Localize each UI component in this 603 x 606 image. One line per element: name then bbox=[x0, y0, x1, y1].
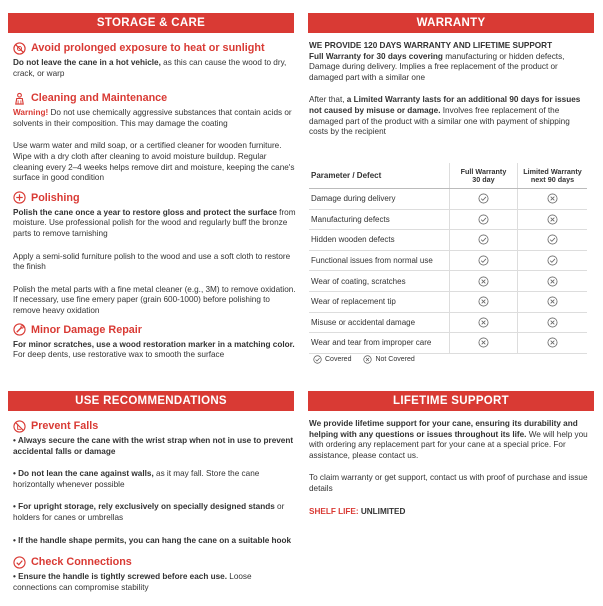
support-claim: To claim warranty or get support, contact us with proof of purchase and issue details bbox=[309, 473, 588, 493]
x-circle-icon bbox=[478, 296, 489, 307]
table-header bbox=[309, 163, 587, 189]
row-label: Damage during delivery bbox=[311, 194, 396, 204]
x-circle-icon bbox=[478, 317, 489, 328]
clean-text2: Use warm water and mild soap, or a certified cleaner for wooden furniture. Wipe with a dry cloth after cleaning to avoid moisture buildup. Regular cleaning every 2–4 weeks helps remove dirt and moisture, keeping the cane's surface in good condition bbox=[13, 141, 295, 183]
x-circle-icon bbox=[547, 276, 558, 287]
limited-status bbox=[518, 230, 587, 250]
full-warranty-bold: Full Warranty for 30 days covering bbox=[309, 51, 443, 61]
polish-title: Polishing bbox=[13, 191, 297, 205]
falls-bullet-2-text: as it may fall. Store the cane horizontally whenever possible bbox=[13, 469, 260, 489]
check-circle-icon bbox=[478, 255, 489, 266]
clean-warn: Warning! bbox=[13, 108, 49, 118]
table-legend bbox=[313, 355, 419, 364]
heat-text: as this can cause the wood to dry, crack, or warp bbox=[13, 58, 287, 78]
storage-header: STORAGE & CARE bbox=[8, 13, 294, 33]
repair-bold: For minor scratches, use a wood restoration marker in a matching color. bbox=[13, 339, 295, 349]
limited-status bbox=[518, 333, 587, 353]
full-status bbox=[449, 189, 518, 209]
row-label: Functional issues from normal use bbox=[311, 256, 433, 266]
row-label: Wear and tear from improper care bbox=[311, 338, 432, 348]
use-section bbox=[13, 419, 297, 600]
heat-bold: Do not leave the cane in a hot vehicle, bbox=[13, 58, 161, 67]
connections-bullet-text: Loose connections can compromise stability bbox=[13, 572, 252, 592]
support-header: LIFETIME SUPPORT bbox=[308, 391, 594, 411]
full-status bbox=[449, 333, 518, 353]
support-bold: We provide lifetime support for your cane, ensuring its durability and helping with any questions or issues throughout its life. bbox=[309, 419, 578, 439]
table-row bbox=[309, 333, 587, 354]
cleaning-icon bbox=[13, 92, 26, 105]
x-circle-icon bbox=[547, 214, 558, 225]
support-section bbox=[309, 419, 591, 524]
falls-bullet-2-bold: • Do not lean the cane against walls, bbox=[13, 469, 154, 479]
col-full: Full Warranty 30 day bbox=[449, 163, 518, 188]
table-row bbox=[309, 271, 587, 292]
x-circle-icon bbox=[547, 296, 558, 307]
warranty-header: WARRANTY bbox=[308, 13, 594, 33]
use-header: USE RECOMMENDATIONS bbox=[8, 391, 294, 411]
warranty-section bbox=[309, 41, 591, 145]
limited-status bbox=[518, 189, 587, 209]
x-circle-icon bbox=[478, 337, 489, 348]
full-status bbox=[449, 251, 518, 271]
no-sun-icon bbox=[13, 42, 26, 55]
support-text: We will help you with ordering any replacement part for your cane at a special price. For assistance, please contact us. bbox=[309, 429, 588, 460]
limited-status bbox=[518, 210, 587, 230]
table-row bbox=[309, 230, 587, 251]
x-circle-icon bbox=[547, 317, 558, 328]
shelf-life-label: SHELF LIFE: bbox=[309, 506, 359, 516]
limited-warranty-text: Involves free replacement of the damaged part of the product with a similar one with payment of shipping costs by the recipient bbox=[309, 105, 570, 137]
limited-status bbox=[518, 313, 587, 333]
row-label: Manufacturing defects bbox=[311, 214, 390, 224]
polish-text3: Polish the metal parts with a fine metal cleaner (e.g., 3M) to remove oxidation. If necessary, use fine emery paper (grain 600-1000) before polishing to remove heavy oxidation bbox=[13, 284, 296, 315]
check-circle-icon bbox=[478, 193, 489, 204]
falls-bullet-3-bold: • For upright storage, rely exclusively on specially designed stands bbox=[13, 502, 275, 512]
x-circle-icon bbox=[478, 276, 489, 287]
table-row bbox=[309, 292, 587, 313]
row-label: Hidden wooden defects bbox=[311, 235, 395, 245]
repair-icon bbox=[13, 323, 26, 336]
falls-bullet-3-text: or holders for canes or umbrellas bbox=[13, 502, 285, 522]
row-label: Wear of replacement tip bbox=[311, 297, 396, 307]
repair-text: For deep dents, use restorative wax to smooth the surface bbox=[13, 350, 225, 360]
row-label: Wear of coating, scratches bbox=[311, 276, 406, 286]
full-status bbox=[449, 210, 518, 230]
limited-status bbox=[518, 271, 587, 291]
legend-not-covered: Not Covered bbox=[375, 356, 415, 363]
table-row bbox=[309, 189, 587, 210]
connections-title: Check Connections bbox=[13, 555, 297, 569]
shelf-life-value: UNLIMITED bbox=[358, 506, 406, 516]
table-row bbox=[309, 251, 587, 272]
limited-status bbox=[518, 292, 587, 312]
check-circle-icon bbox=[478, 214, 489, 225]
polish-text2: Apply a semi-solid furniture polish to the wood and use a soft cloth to restore the finish bbox=[13, 251, 291, 272]
row-label: Misuse or accidental damage bbox=[311, 317, 416, 327]
full-status bbox=[449, 230, 518, 250]
heat-title: Avoid prolonged exposure to heat or sunlight bbox=[13, 41, 297, 55]
polish-bold: Polish the cane once a year to restore gloss and protect the surface bbox=[13, 207, 277, 217]
col-parameter: Parameter / Defect bbox=[311, 171, 382, 180]
table-row bbox=[309, 313, 587, 334]
limited-status bbox=[518, 251, 587, 271]
full-status bbox=[449, 313, 518, 333]
table-row bbox=[309, 210, 587, 231]
storage-section bbox=[13, 41, 297, 368]
check-circle-icon bbox=[478, 234, 489, 245]
clean-text1: Do not use chemically aggressive substances that contain acids or solvents in their composition. This may damage the coating bbox=[13, 108, 292, 128]
check-circle-icon bbox=[547, 255, 558, 266]
connections-bullet-bold: • Ensure the handle is tightly screwed before each use. bbox=[13, 572, 227, 582]
check-circle-icon bbox=[313, 355, 322, 364]
full-warranty-text: manufacturing or hidden defects, Damage during delivery. Implies a free replacement of the product or damaged part with a similar one bbox=[309, 51, 565, 82]
falls-title: Prevent Falls bbox=[13, 419, 297, 433]
x-circle-icon bbox=[547, 193, 558, 204]
warranty-table bbox=[309, 163, 587, 354]
warranty-intro-heading: WE PROVIDE 120 DAYS WARRANTY AND LIFETIME SUPPORT bbox=[309, 41, 553, 50]
x-circle-icon bbox=[363, 355, 372, 364]
col-limited: Limited Warranty next 90 days bbox=[523, 166, 582, 184]
full-status bbox=[449, 292, 518, 312]
falls-bullet-4: • If the handle shape permits, you can hang the cane on a suitable hook bbox=[13, 535, 292, 545]
polish-text1: from moisture. Use professional polish for the wood and regularly buff the bronze parts to remove tarnishing bbox=[13, 207, 296, 238]
check-connection-icon bbox=[13, 556, 26, 569]
repair-title: Minor Damage Repair bbox=[13, 323, 297, 337]
no-fall-icon bbox=[13, 420, 26, 433]
limited-warranty-bold: a Limited Warranty lasts for an additional 90 days for issues not caused by misuse or damage. bbox=[309, 95, 581, 115]
check-circle-icon bbox=[547, 234, 558, 245]
after-text: After that, bbox=[309, 95, 347, 105]
polish-icon bbox=[13, 191, 26, 204]
x-circle-icon bbox=[547, 337, 558, 348]
full-status bbox=[449, 271, 518, 291]
legend-covered: Covered bbox=[325, 356, 352, 363]
clean-title: Cleaning and Maintenance bbox=[13, 91, 297, 105]
falls-bullet-1: • Always secure the cane with the wrist strap when not in use to prevent accidental falls or damage bbox=[13, 436, 294, 456]
